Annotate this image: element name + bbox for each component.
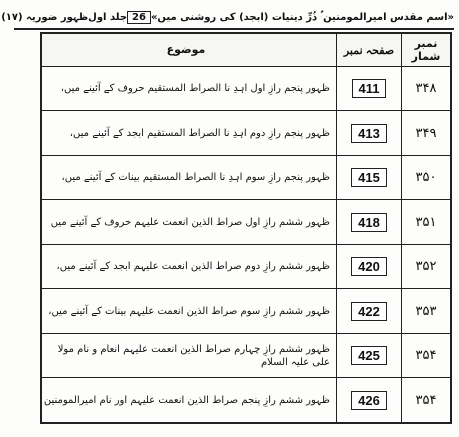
- page-number: 26: [127, 11, 151, 24]
- table-row: [41, 111, 451, 155]
- row-serial: ۳۵۳: [402, 289, 452, 333]
- table-header-row: [41, 33, 451, 67]
- table-row: [41, 378, 451, 423]
- row-topic: ظہور ششم رازِ پنجم صراط الذین انعمت علیہم اور نام امیرالمومنین: [41, 378, 337, 423]
- row-serial: ۳۵۰: [402, 155, 452, 199]
- column-header-topic: موضوع: [41, 33, 337, 67]
- row-page-number: 411: [352, 79, 387, 98]
- row-page-number: 413: [351, 124, 387, 143]
- row-serial: ۳۴۸: [402, 67, 452, 111]
- row-topic: ظہور ششم رازِ دوم صراط الذین انعمت علیہم ابجد کے آئینے میں،: [41, 244, 337, 288]
- header-title: «اسم مقدس امیرالمومنین ؑ ذُرِّ دینیات (ابجد) کی روشنی میں»: [150, 11, 454, 23]
- table-row: [41, 200, 451, 244]
- row-page-number: 425: [351, 346, 387, 365]
- row-serial: ۳۵۴: [402, 378, 452, 423]
- row-serial: ۳۵۱: [402, 200, 452, 244]
- page-header: [1, 6, 454, 30]
- table-row: [41, 333, 451, 377]
- volume-label: جلد اول: [88, 11, 128, 23]
- table-row: [41, 155, 451, 199]
- column-header-page: صفحہ نمبر: [337, 33, 402, 67]
- row-topic: ظہور پنجم رازِ سوم اہدِ نا الصراط المستقیم بینات کے آئینے میں،: [41, 155, 337, 199]
- table-of-contents: [40, 32, 452, 424]
- table-row: [41, 67, 451, 111]
- row-serial: ۳۵۲: [402, 244, 452, 288]
- row-serial: ۳۵۴: [402, 333, 452, 377]
- row-page-number: 415: [351, 168, 387, 187]
- row-page-number: 420: [351, 257, 387, 276]
- table-row: [41, 244, 451, 288]
- table-row: [41, 289, 451, 333]
- row-page-number: 426: [351, 391, 387, 410]
- row-page-number: 422: [351, 302, 387, 321]
- row-topic: ظہور ششم رازِ چہارم صراط الذین انعمت علیہم انعام و نام مولا علی علیہ السلام: [41, 333, 337, 377]
- row-topic: ظہور ششم رازِ سوم صراط الذین انعمت علیہم بینات کے آئینے میں،: [41, 289, 337, 333]
- row-topic: ظہور پنجم رازِ اول اہدِ نا الصراط المستقیم حروف کے آئینے میں،: [41, 67, 337, 111]
- column-header-serial: نمبر شمار: [402, 33, 452, 67]
- section-label: ظہور ضوریہ (١٧): [1, 11, 89, 23]
- row-topic: ظہور ششم رازِ اول صراط الذین انعمت علیہم حروف کے آئینے میں: [41, 200, 337, 244]
- row-topic: ظہور پنجم رازِ دوم اہدِ نا الصراط المستقیم ابجد کے آئینے میں،: [41, 111, 337, 155]
- row-serial: ۳۴۹: [402, 111, 452, 155]
- row-page-number: 418: [351, 213, 387, 232]
